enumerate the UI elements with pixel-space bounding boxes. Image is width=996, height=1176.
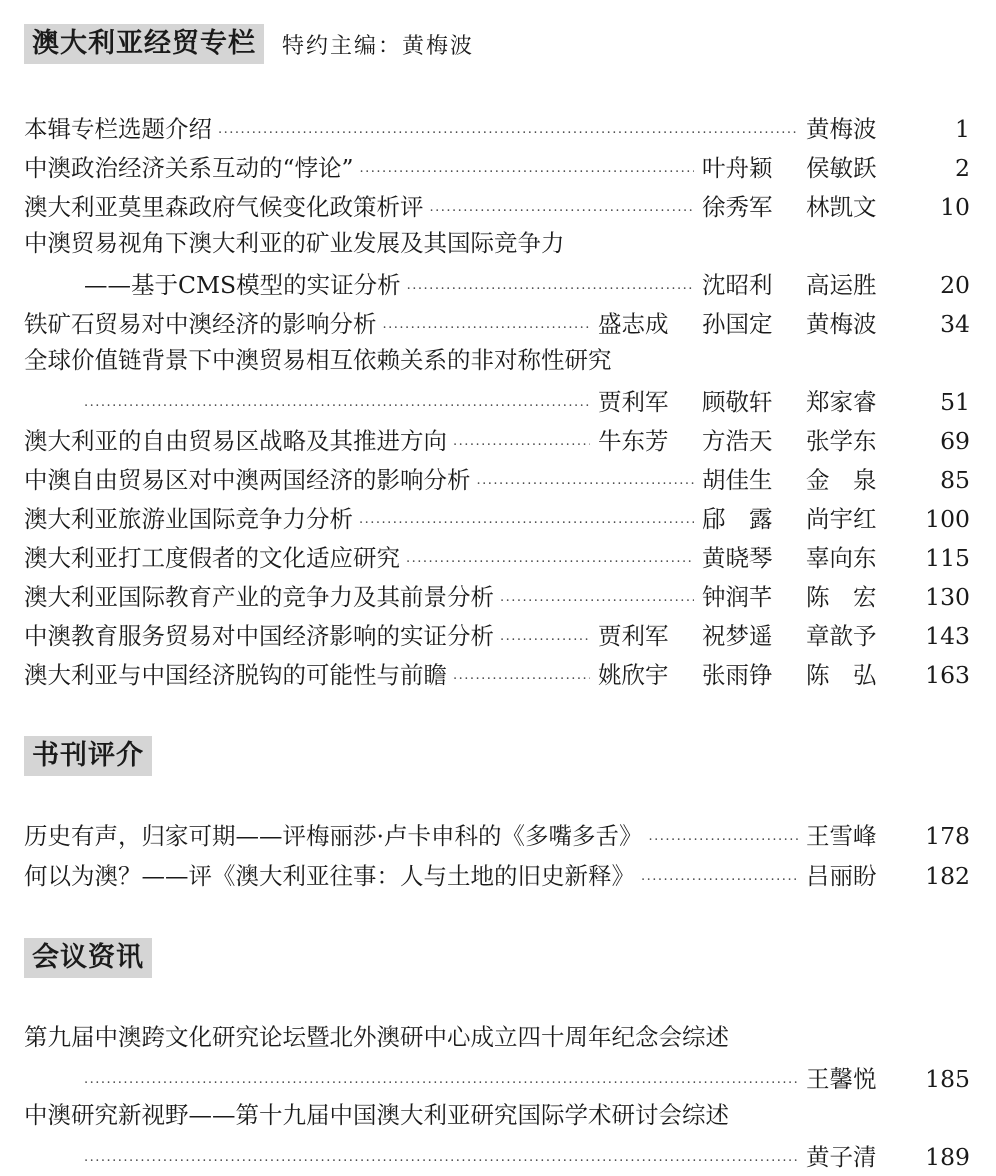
entry-author: 陈 弘 [806, 661, 877, 689]
leader-dots [84, 396, 590, 410]
leader-dots [453, 669, 590, 683]
entry-page: 20 [940, 271, 970, 299]
entry-author: 黄梅波 [806, 115, 877, 143]
toc-entry[interactable] [24, 264, 970, 300]
entry-author: 牛东芳 [598, 427, 669, 455]
column-header [24, 24, 474, 64]
entry-title: 澳大利亚旅游业国际竞争力分析 [24, 505, 353, 533]
entry-author: 郑家睿 [806, 388, 877, 416]
leader-dots [430, 201, 695, 215]
entry-page: 178 [925, 822, 970, 850]
toc-entry[interactable] [24, 498, 970, 534]
entry-subtitle: ——基于CMS模型的实证分析 [84, 271, 401, 299]
entry-title: 何以为澳？——评《澳大利亚往事：人与土地的旧史新释》 [24, 862, 635, 890]
toc-entry[interactable] [24, 815, 970, 851]
toc-entry[interactable] [24, 654, 970, 690]
leader-dots [84, 1073, 798, 1087]
entry-title: 历史有声，归家可期——评梅丽莎·卢卡申科的《多嘴多舌》 [24, 822, 643, 850]
entry-author: 钟润芊 [702, 583, 773, 611]
toc-entry[interactable] [24, 186, 970, 222]
entry-author: 金 泉 [806, 466, 877, 494]
entry-page: 100 [925, 505, 970, 533]
leader-dots [500, 591, 694, 605]
leader-dots [641, 870, 798, 884]
toc-entry[interactable] [24, 420, 970, 456]
leader-dots [648, 830, 798, 844]
entry-page: 34 [940, 310, 970, 338]
entry-author: 辜向东 [806, 544, 877, 572]
entry-title: 本辑专栏选题介绍 [24, 115, 212, 143]
leader-dots [453, 435, 590, 449]
entry-author: 祝梦遥 [702, 622, 773, 650]
toc-entry[interactable] [24, 147, 970, 183]
entry-author: 尚宇红 [806, 505, 877, 533]
entry-author: 孙国定 [702, 310, 773, 338]
entry-author: 林凯文 [806, 193, 877, 221]
toc-entry-title-line[interactable]: 中澳研究新视野——第十九届中国澳大利亚研究国际学术研讨会综述 [24, 1101, 729, 1129]
entry-author: 章歆予 [806, 622, 877, 650]
entry-author: 方浩天 [702, 427, 773, 455]
entry-page: 2 [955, 154, 970, 182]
leader-dots [383, 318, 591, 332]
entry-author: 高运胜 [806, 271, 877, 299]
entry-page: 182 [925, 862, 970, 890]
leader-dots [406, 552, 694, 566]
entry-title: 澳大利亚国际教育产业的竞争力及其前景分析 [24, 583, 494, 611]
entry-page: 185 [925, 1065, 970, 1093]
leader-dots [500, 630, 590, 644]
entry-author: 顾敬轩 [702, 388, 773, 416]
entry-author: 黄梅波 [806, 310, 877, 338]
entry-author: 贾利军 [598, 622, 669, 650]
entry-page: 51 [940, 388, 970, 416]
toc-entry[interactable] [24, 381, 970, 417]
entry-author: 黄子清 [806, 1143, 877, 1171]
column-editor: 特约主编：黄梅波 [282, 33, 475, 59]
reviews-header [24, 736, 152, 776]
entry-page: 163 [925, 661, 970, 689]
entry-title: 澳大利亚打工度假者的文化适应研究 [24, 544, 400, 572]
leader-dots [359, 513, 694, 527]
entry-author: 郈 露 [702, 505, 773, 533]
toc-entry[interactable] [24, 1136, 970, 1172]
column-title: 澳大利亚经贸专栏 [24, 24, 264, 64]
entry-page: 10 [940, 193, 970, 221]
toc-entry[interactable] [24, 459, 970, 495]
leader-dots [360, 162, 694, 176]
toc-entry-title-line[interactable]: 全球价值链背景下中澳贸易相互依赖关系的非对称性研究 [24, 346, 612, 374]
entry-author: 胡佳生 [702, 466, 773, 494]
entry-author: 王馨悦 [806, 1065, 877, 1093]
entry-page: 69 [940, 427, 970, 455]
entry-author: 张学东 [806, 427, 877, 455]
entry-title: 中澳教育服务贸易对中国经济影响的实证分析 [24, 622, 494, 650]
entry-title: 澳大利亚与中国经济脱钩的可能性与前瞻 [24, 661, 447, 689]
leader-dots [84, 1151, 798, 1165]
conferences-title: 会议资讯 [24, 938, 152, 978]
entry-author: 黄晓琴 [702, 544, 773, 572]
entry-author: 张雨铮 [702, 661, 773, 689]
entry-title: 澳大利亚莫里森政府气候变化政策析评 [24, 193, 424, 221]
entry-title: 中澳自由贸易区对中澳两国经济的影响分析 [24, 466, 471, 494]
entry-title: 澳大利亚的自由贸易区战略及其推进方向 [24, 427, 447, 455]
entry-author: 贾利军 [598, 388, 669, 416]
entry-title: 铁矿石贸易对中澳经济的影响分析 [24, 310, 377, 338]
entry-author: 叶舟颖 [702, 154, 773, 182]
entry-author: 侯敏跃 [806, 154, 877, 182]
toc-entry[interactable] [24, 1058, 970, 1094]
leader-dots [477, 474, 695, 488]
entry-page: 189 [925, 1143, 970, 1171]
leader-dots [218, 123, 798, 137]
entry-page: 143 [925, 622, 970, 650]
entry-page: 130 [925, 583, 970, 611]
toc-entry-title-line[interactable]: 中澳贸易视角下澳大利亚的矿业发展及其国际竞争力 [24, 229, 565, 257]
entry-author: 王雪峰 [806, 822, 877, 850]
leader-dots [407, 279, 694, 293]
toc-entry[interactable] [24, 855, 970, 891]
entry-author: 徐秀军 [702, 193, 773, 221]
conferences-header [24, 938, 152, 978]
entry-author: 陈 宏 [806, 583, 877, 611]
entry-author: 盛志成 [598, 310, 669, 338]
entry-title: 中澳政治经济关系互动的“悖论” [24, 154, 354, 182]
toc-entry-title-line[interactable]: 第九届中澳跨文化研究论坛暨北外澳研中心成立四十周年纪念会综述 [24, 1023, 729, 1051]
entry-author: 沈昭利 [702, 271, 773, 299]
entry-page: 1 [955, 115, 970, 143]
entry-page: 85 [940, 466, 970, 494]
toc-entry[interactable] [24, 303, 970, 339]
toc-entry[interactable] [24, 576, 970, 612]
toc-entry[interactable] [24, 108, 970, 144]
entry-author: 姚欣宇 [598, 661, 669, 689]
entry-author: 吕丽盼 [806, 862, 877, 890]
entry-page: 115 [925, 544, 970, 572]
reviews-title: 书刊评介 [24, 736, 152, 776]
toc-entry[interactable] [24, 615, 970, 651]
toc-entry[interactable] [24, 537, 970, 573]
